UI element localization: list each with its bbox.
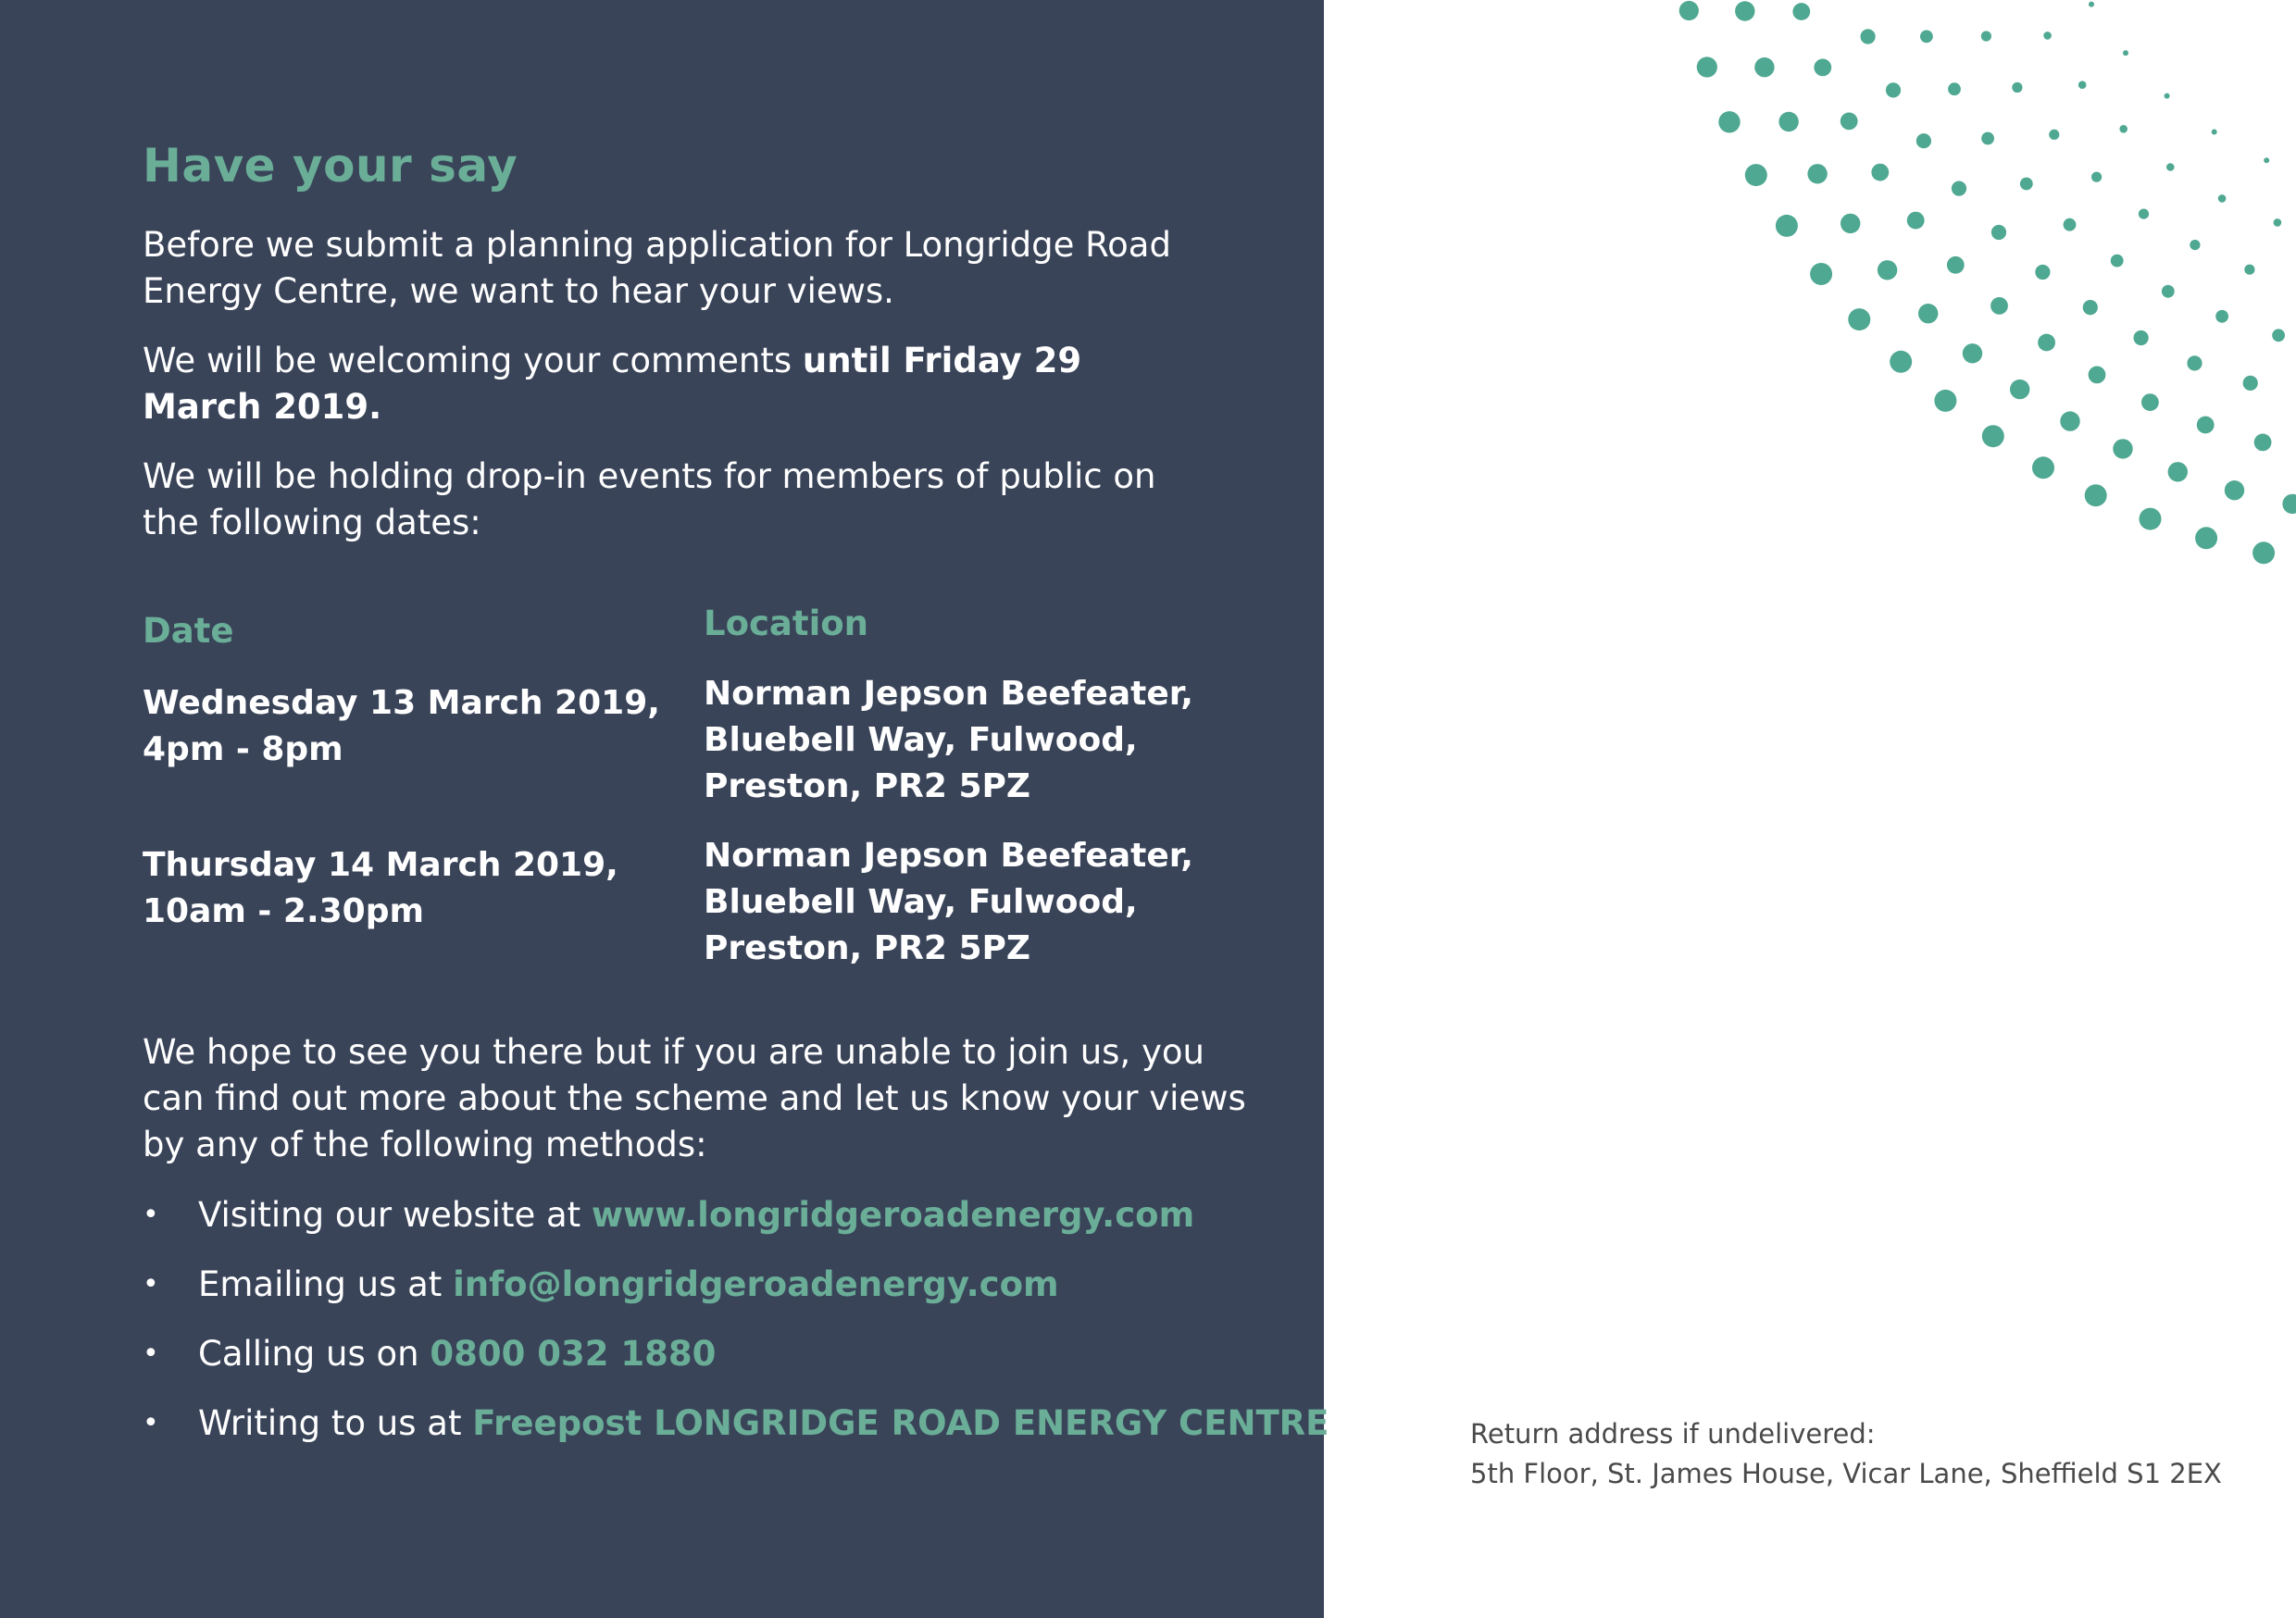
method-label: Calling us on <box>198 1334 430 1374</box>
method-post <box>143 1400 1329 1470</box>
pattern-dot <box>1990 297 2008 315</box>
pattern-dot <box>2165 93 2170 99</box>
pattern-dot <box>2012 82 2022 93</box>
pattern-dot <box>2168 462 2188 481</box>
pattern-dot <box>1745 164 1767 186</box>
method-label: Visiting our website at <box>198 1195 592 1235</box>
pattern-dot <box>2078 81 2087 89</box>
decorative-dot-pattern <box>1324 0 2296 1018</box>
return-address <box>1470 1414 2222 1494</box>
pattern-dot <box>2111 255 2124 268</box>
pattern-dot <box>1861 29 1876 44</box>
pattern-dot <box>1735 1 1754 20</box>
date-column-header: Date <box>143 611 234 651</box>
pattern-dot <box>2043 31 2052 40</box>
pattern-dot <box>2089 367 2106 384</box>
pattern-dot <box>2195 527 2217 549</box>
comments-text: We will be welcoming your comments <box>143 341 803 380</box>
pattern-dot <box>1718 111 1740 132</box>
pattern-dot <box>1981 31 1991 42</box>
pattern-dot <box>1948 82 1961 95</box>
pattern-dot <box>2252 541 2275 564</box>
pattern-dot <box>1886 82 1901 97</box>
pattern-dot <box>1841 112 1858 130</box>
pattern-dot <box>1963 343 1982 363</box>
pattern-dot <box>1754 57 1774 77</box>
pattern-dot <box>2141 393 2159 411</box>
pattern-dot <box>2089 2 2094 7</box>
pattern-dot <box>1810 263 1832 285</box>
bullet-icon: • <box>143 1199 159 1231</box>
pattern-dot <box>2272 329 2285 342</box>
pattern-dot <box>2187 355 2202 370</box>
pattern-dot <box>2134 330 2149 345</box>
event-date: Thursday 14 March 2019, 10am - 2.30pm <box>143 846 618 930</box>
pattern-dot <box>2085 484 2107 506</box>
pattern-dot <box>2064 218 2077 231</box>
pattern-dot <box>2264 157 2269 163</box>
pattern-dot <box>2140 508 2162 530</box>
comments-deadline: until Friday 29 March 2019. <box>143 341 1082 427</box>
pattern-dot <box>2274 218 2282 227</box>
return-address-label: Return address if undelivered: <box>1470 1418 1876 1450</box>
pattern-dot <box>1918 304 1938 323</box>
pattern-dot <box>2123 50 2128 56</box>
pattern-dot <box>1952 181 1966 196</box>
website-link[interactable]: www.longridgeroadenergy.com <box>591 1195 1195 1235</box>
pattern-dot <box>1916 133 1931 148</box>
pattern-dot <box>1841 214 1860 233</box>
pattern-dot <box>2020 178 2033 191</box>
pattern-dot <box>2010 380 2029 399</box>
pattern-dot <box>2197 417 2215 434</box>
pattern-dot <box>1920 31 1933 44</box>
event-date: Wednesday 13 March 2019, 4pm - 8pm <box>143 684 660 768</box>
pattern-dot <box>1848 308 1870 330</box>
intro-paragraph: Before we submit a planning application for Longridge Road Energy Centre, we want to hear your views. <box>143 225 1171 311</box>
events-intro-paragraph: We will be holding drop-in events for members of public on the following dates: <box>143 456 1156 542</box>
bullet-icon: • <box>143 1407 159 1439</box>
pattern-dot <box>1807 164 1827 183</box>
email-link[interactable]: info@longridgeroadenergy.com <box>453 1264 1059 1304</box>
pattern-dot <box>1907 212 1925 230</box>
pattern-dot <box>2254 434 2272 452</box>
pattern-dot <box>2215 310 2228 323</box>
event-location: Norman Jepson Beefeater, Bluebell Way, Fulwood, Preston, PR2 5PZ <box>704 837 1193 967</box>
phone-number[interactable]: 0800 032 1880 <box>430 1334 717 1374</box>
pattern-dot <box>1981 132 1994 145</box>
location-column-header: Location <box>704 604 869 643</box>
pattern-dot <box>2035 265 2050 280</box>
pattern-dot <box>2038 334 2055 352</box>
pattern-dot <box>1982 425 2004 447</box>
methods-intro-paragraph: We hope to see you there but if you are unable to join us, you can find out more about the scheme and let us know your views by any of the following methods: <box>143 1032 1246 1164</box>
method-label: Writing to us at <box>198 1403 473 1443</box>
return-address-value: 5th Floor, St. James House, Vicar Lane, Sheffield S1 2EX <box>1470 1458 2222 1489</box>
method-label: Emailing us at <box>198 1264 454 1304</box>
contact-methods-list <box>143 1192 1329 1470</box>
page-title: Have your say <box>143 139 518 193</box>
pattern-dot <box>1934 390 1956 412</box>
pattern-dot <box>1679 1 1699 20</box>
pattern-dot <box>1878 260 1897 280</box>
freepost-address: Freepost LONGRIDGE ROAD ENERGY CENTRE <box>472 1403 1329 1443</box>
event-location: Norman Jepson Beefeater, Bluebell Way, Fulwood, Preston, PR2 5PZ <box>704 675 1193 805</box>
bullet-icon: • <box>143 1268 159 1301</box>
pattern-dot <box>1778 112 1798 131</box>
method-website <box>143 1192 1329 1262</box>
pattern-dot <box>2212 130 2217 135</box>
pattern-dot <box>2166 163 2175 171</box>
pattern-dot <box>1814 59 1831 77</box>
pattern-dot <box>2243 376 2258 391</box>
pattern-dot <box>2113 439 2132 458</box>
pattern-dot <box>1697 56 1717 77</box>
pattern-dot <box>2218 194 2227 203</box>
pattern-dot <box>2225 480 2244 500</box>
comments-paragraph <box>143 338 1207 430</box>
pattern-dot <box>2060 411 2079 430</box>
pattern-dot <box>2083 300 2098 315</box>
pattern-dot <box>2162 285 2175 298</box>
pattern-dot <box>2032 456 2054 479</box>
pattern-dot <box>2091 172 2102 182</box>
pattern-dot <box>1792 3 1810 20</box>
pattern-dot <box>2119 125 2128 133</box>
pattern-dot <box>1947 256 1965 274</box>
pattern-dot <box>1890 351 1912 373</box>
pattern-dot <box>1776 215 1798 237</box>
method-phone <box>143 1331 1329 1400</box>
pattern-dot <box>2244 265 2254 275</box>
pattern-dot <box>2139 209 2149 219</box>
bullet-icon: • <box>143 1338 159 1370</box>
pattern-dot <box>2282 494 2296 514</box>
method-email <box>143 1262 1329 1331</box>
pattern-dot <box>2049 130 2059 140</box>
pattern-dot <box>2190 240 2200 250</box>
pattern-dot <box>1871 164 1889 181</box>
pattern-dot <box>1991 225 2006 240</box>
